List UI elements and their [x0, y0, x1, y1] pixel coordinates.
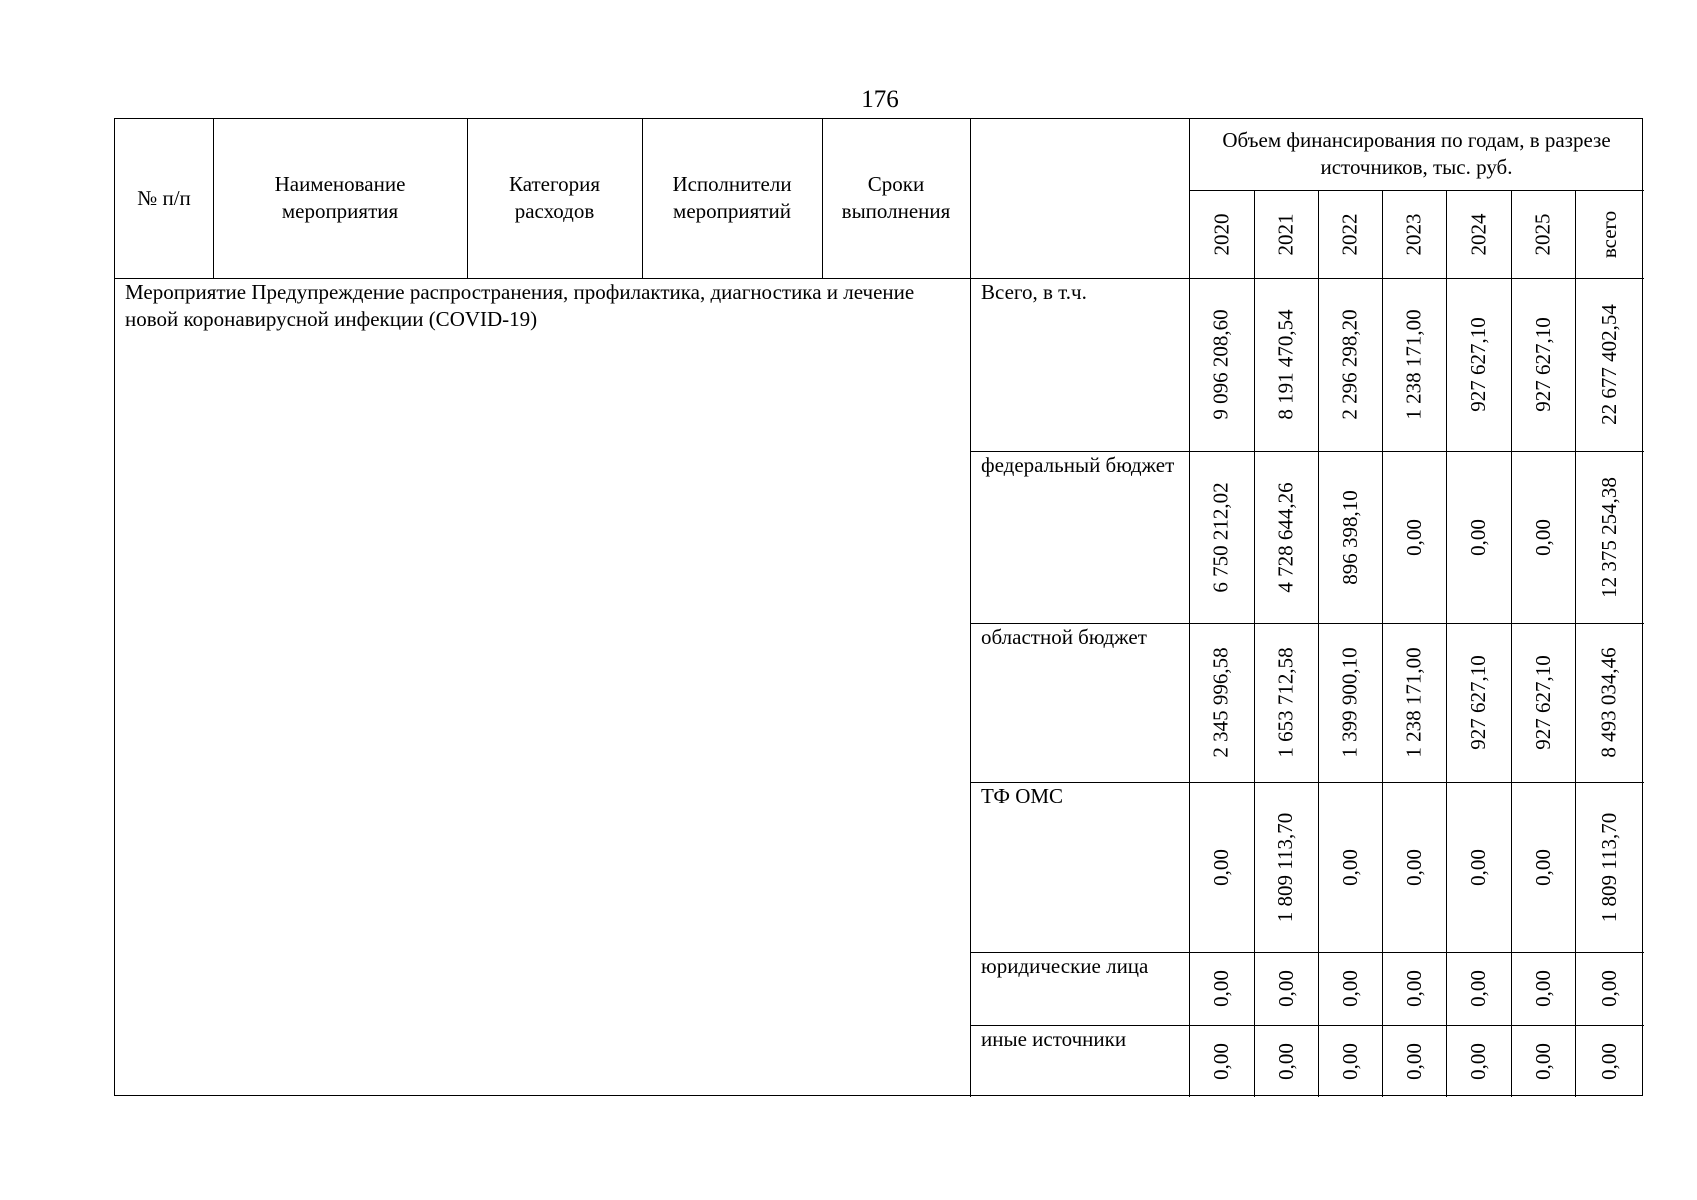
value-cell-text: 0,00: [1530, 518, 1555, 556]
year-header-text: 2021: [1273, 213, 1298, 255]
value-cell-text: 0,00: [1466, 1042, 1490, 1080]
year-header: [1511, 190, 1575, 278]
value-cell: [1254, 623, 1318, 782]
header-terms: Сроки выполнения: [841, 172, 951, 223]
value-cell-text: 1 809 113,70: [1597, 812, 1622, 922]
header-category: Категория расходов: [509, 172, 600, 223]
funding-table: [114, 118, 1643, 1096]
value-cell-text: 4 728 644,26: [1273, 481, 1298, 593]
grid-line: [970, 119, 971, 1097]
value-cell: [1446, 623, 1511, 782]
value-cell-text: 0,00: [1337, 848, 1362, 886]
value-cell: [1575, 1025, 1644, 1097]
value-cell-text: 0,00: [1401, 970, 1426, 1007]
year-header-text: 2022: [1337, 213, 1362, 255]
value-cell: [1318, 451, 1382, 623]
value-cell: [1382, 623, 1446, 782]
value-cell-text: 0,00: [1466, 848, 1490, 886]
value-cell: [1318, 1025, 1382, 1097]
value-cell-text: 927 627,10: [1466, 655, 1490, 750]
value-cell-text: 1 238 171,00: [1401, 647, 1426, 758]
value-cell: [1318, 623, 1382, 782]
source-label: Всего, в т.ч.: [981, 280, 1087, 304]
value-cell: [1382, 782, 1446, 952]
value-cell-text: 0,00: [1337, 1042, 1362, 1080]
year-header: [1575, 190, 1644, 278]
header-num: № п/п: [137, 186, 191, 210]
value-cell-text: 2 345 996,58: [1209, 647, 1233, 758]
value-cell-text: 0,00: [1530, 1042, 1555, 1080]
value-cell-text: 2 296 298,20: [1337, 309, 1362, 420]
value-cell-text: 8 191 470,54: [1273, 309, 1298, 420]
header-executors: Исполнители мероприятий: [672, 172, 792, 223]
value-cell-text: 22 677 402,54: [1597, 304, 1621, 425]
value-cell-text: 1 238 171,00: [1401, 309, 1426, 420]
value-cell: [1446, 451, 1511, 623]
value-cell: [1511, 278, 1575, 451]
value-cell-text: 1 399 900,10: [1337, 647, 1362, 758]
year-header: [1254, 190, 1318, 278]
value-cell-text: 927 627,10: [1530, 317, 1555, 412]
value-cell: [1382, 451, 1446, 623]
value-cell: [1189, 278, 1254, 451]
grid-line: [642, 119, 643, 278]
value-cell: [1575, 782, 1644, 952]
value-cell-text: 9 096 208,60: [1209, 309, 1233, 420]
value-cell: [1189, 451, 1254, 623]
value-cell-text: 927 627,10: [1466, 317, 1490, 412]
value-cell: [1382, 278, 1446, 451]
value-cell: [1254, 952, 1318, 1025]
value-cell: [1575, 623, 1644, 782]
value-cell: [1511, 1025, 1575, 1097]
value-cell-text: 0,00: [1401, 518, 1426, 556]
value-cell-text: 0,00: [1209, 848, 1233, 886]
value-cell-text: 0,00: [1530, 848, 1555, 886]
value-cell-text: 1 653 712,58: [1273, 647, 1298, 758]
value-cell: [1254, 451, 1318, 623]
value-cell-text: 8 493 034,46: [1597, 647, 1621, 758]
value-cell: [1511, 952, 1575, 1025]
value-cell: [1511, 623, 1575, 782]
value-cell: [1575, 451, 1644, 623]
value-cell-text: 0,00: [1466, 518, 1490, 556]
value-cell: [1575, 278, 1644, 451]
value-cell: [1189, 952, 1254, 1025]
value-cell-text: 0,00: [1530, 970, 1555, 1007]
value-cell: [1254, 782, 1318, 952]
value-cell-text: 0,00: [1597, 970, 1621, 1007]
event-title: Мероприятие Предупреждение распространения, профилактика, диагностика и лечение новой коронавирусной инфекции (COVID-19): [125, 280, 915, 331]
year-header-text: 2025: [1530, 213, 1555, 255]
value-cell: [1382, 952, 1446, 1025]
value-cell-text: 0,00: [1597, 1042, 1621, 1080]
value-cell: [1446, 1025, 1511, 1097]
value-cell-text: 0,00: [1209, 1042, 1233, 1080]
header-funding: Объем финансирования по годам, в разрезе источников, тыс. руб.: [1222, 128, 1611, 179]
value-cell-text: 927 627,10: [1530, 655, 1555, 750]
source-label: юридические лица: [981, 954, 1149, 978]
value-cell: [1446, 952, 1511, 1025]
year-header-text: 2020: [1209, 213, 1233, 255]
value-cell: [1189, 1025, 1254, 1097]
value-cell: [1575, 952, 1644, 1025]
value-cell-text: 0,00: [1273, 970, 1298, 1007]
year-header-text: 2023: [1401, 213, 1426, 255]
year-header-text: 2024: [1466, 213, 1490, 255]
grid-line: [822, 119, 823, 278]
value-cell: [1511, 782, 1575, 952]
grid-line: [213, 119, 214, 278]
value-cell-text: 0,00: [1337, 970, 1362, 1007]
value-cell: [1189, 623, 1254, 782]
value-cell: [1318, 278, 1382, 451]
value-cell: [1254, 1025, 1318, 1097]
value-cell-text: 12 375 254,38: [1597, 476, 1621, 598]
value-cell-text: 0,00: [1273, 1042, 1298, 1080]
value-cell: [1318, 782, 1382, 952]
value-cell: [1189, 782, 1254, 952]
value-cell-text: 6 750 212,02: [1209, 481, 1233, 593]
year-header: [1318, 190, 1382, 278]
source-label: иные источники: [981, 1027, 1127, 1051]
value-cell-text: 0,00: [1401, 1042, 1426, 1080]
value-cell-text: 0,00: [1466, 970, 1490, 1007]
value-cell-text: 1 809 113,70: [1273, 812, 1298, 922]
value-cell: [1446, 782, 1511, 952]
year-header-text: всего: [1597, 210, 1621, 258]
source-label: ТФ ОМС: [981, 784, 1064, 808]
value-cell: [1446, 278, 1511, 451]
grid-line: [467, 119, 468, 278]
value-cell: [1318, 952, 1382, 1025]
value-cell-text: 0,00: [1209, 970, 1233, 1007]
value-cell-text: 896 398,10: [1337, 489, 1362, 585]
year-header: [1382, 190, 1446, 278]
year-header: [1189, 190, 1254, 278]
page-number: 176: [861, 86, 899, 113]
value-cell: [1382, 1025, 1446, 1097]
value-cell: [1511, 451, 1575, 623]
source-label: федеральный бюджет: [981, 453, 1175, 477]
header-name: Наименование мероприятия: [274, 172, 406, 223]
source-label: областной бюджет: [981, 625, 1147, 649]
year-header: [1446, 190, 1511, 278]
value-cell-text: 0,00: [1401, 848, 1426, 886]
value-cell: [1254, 278, 1318, 451]
